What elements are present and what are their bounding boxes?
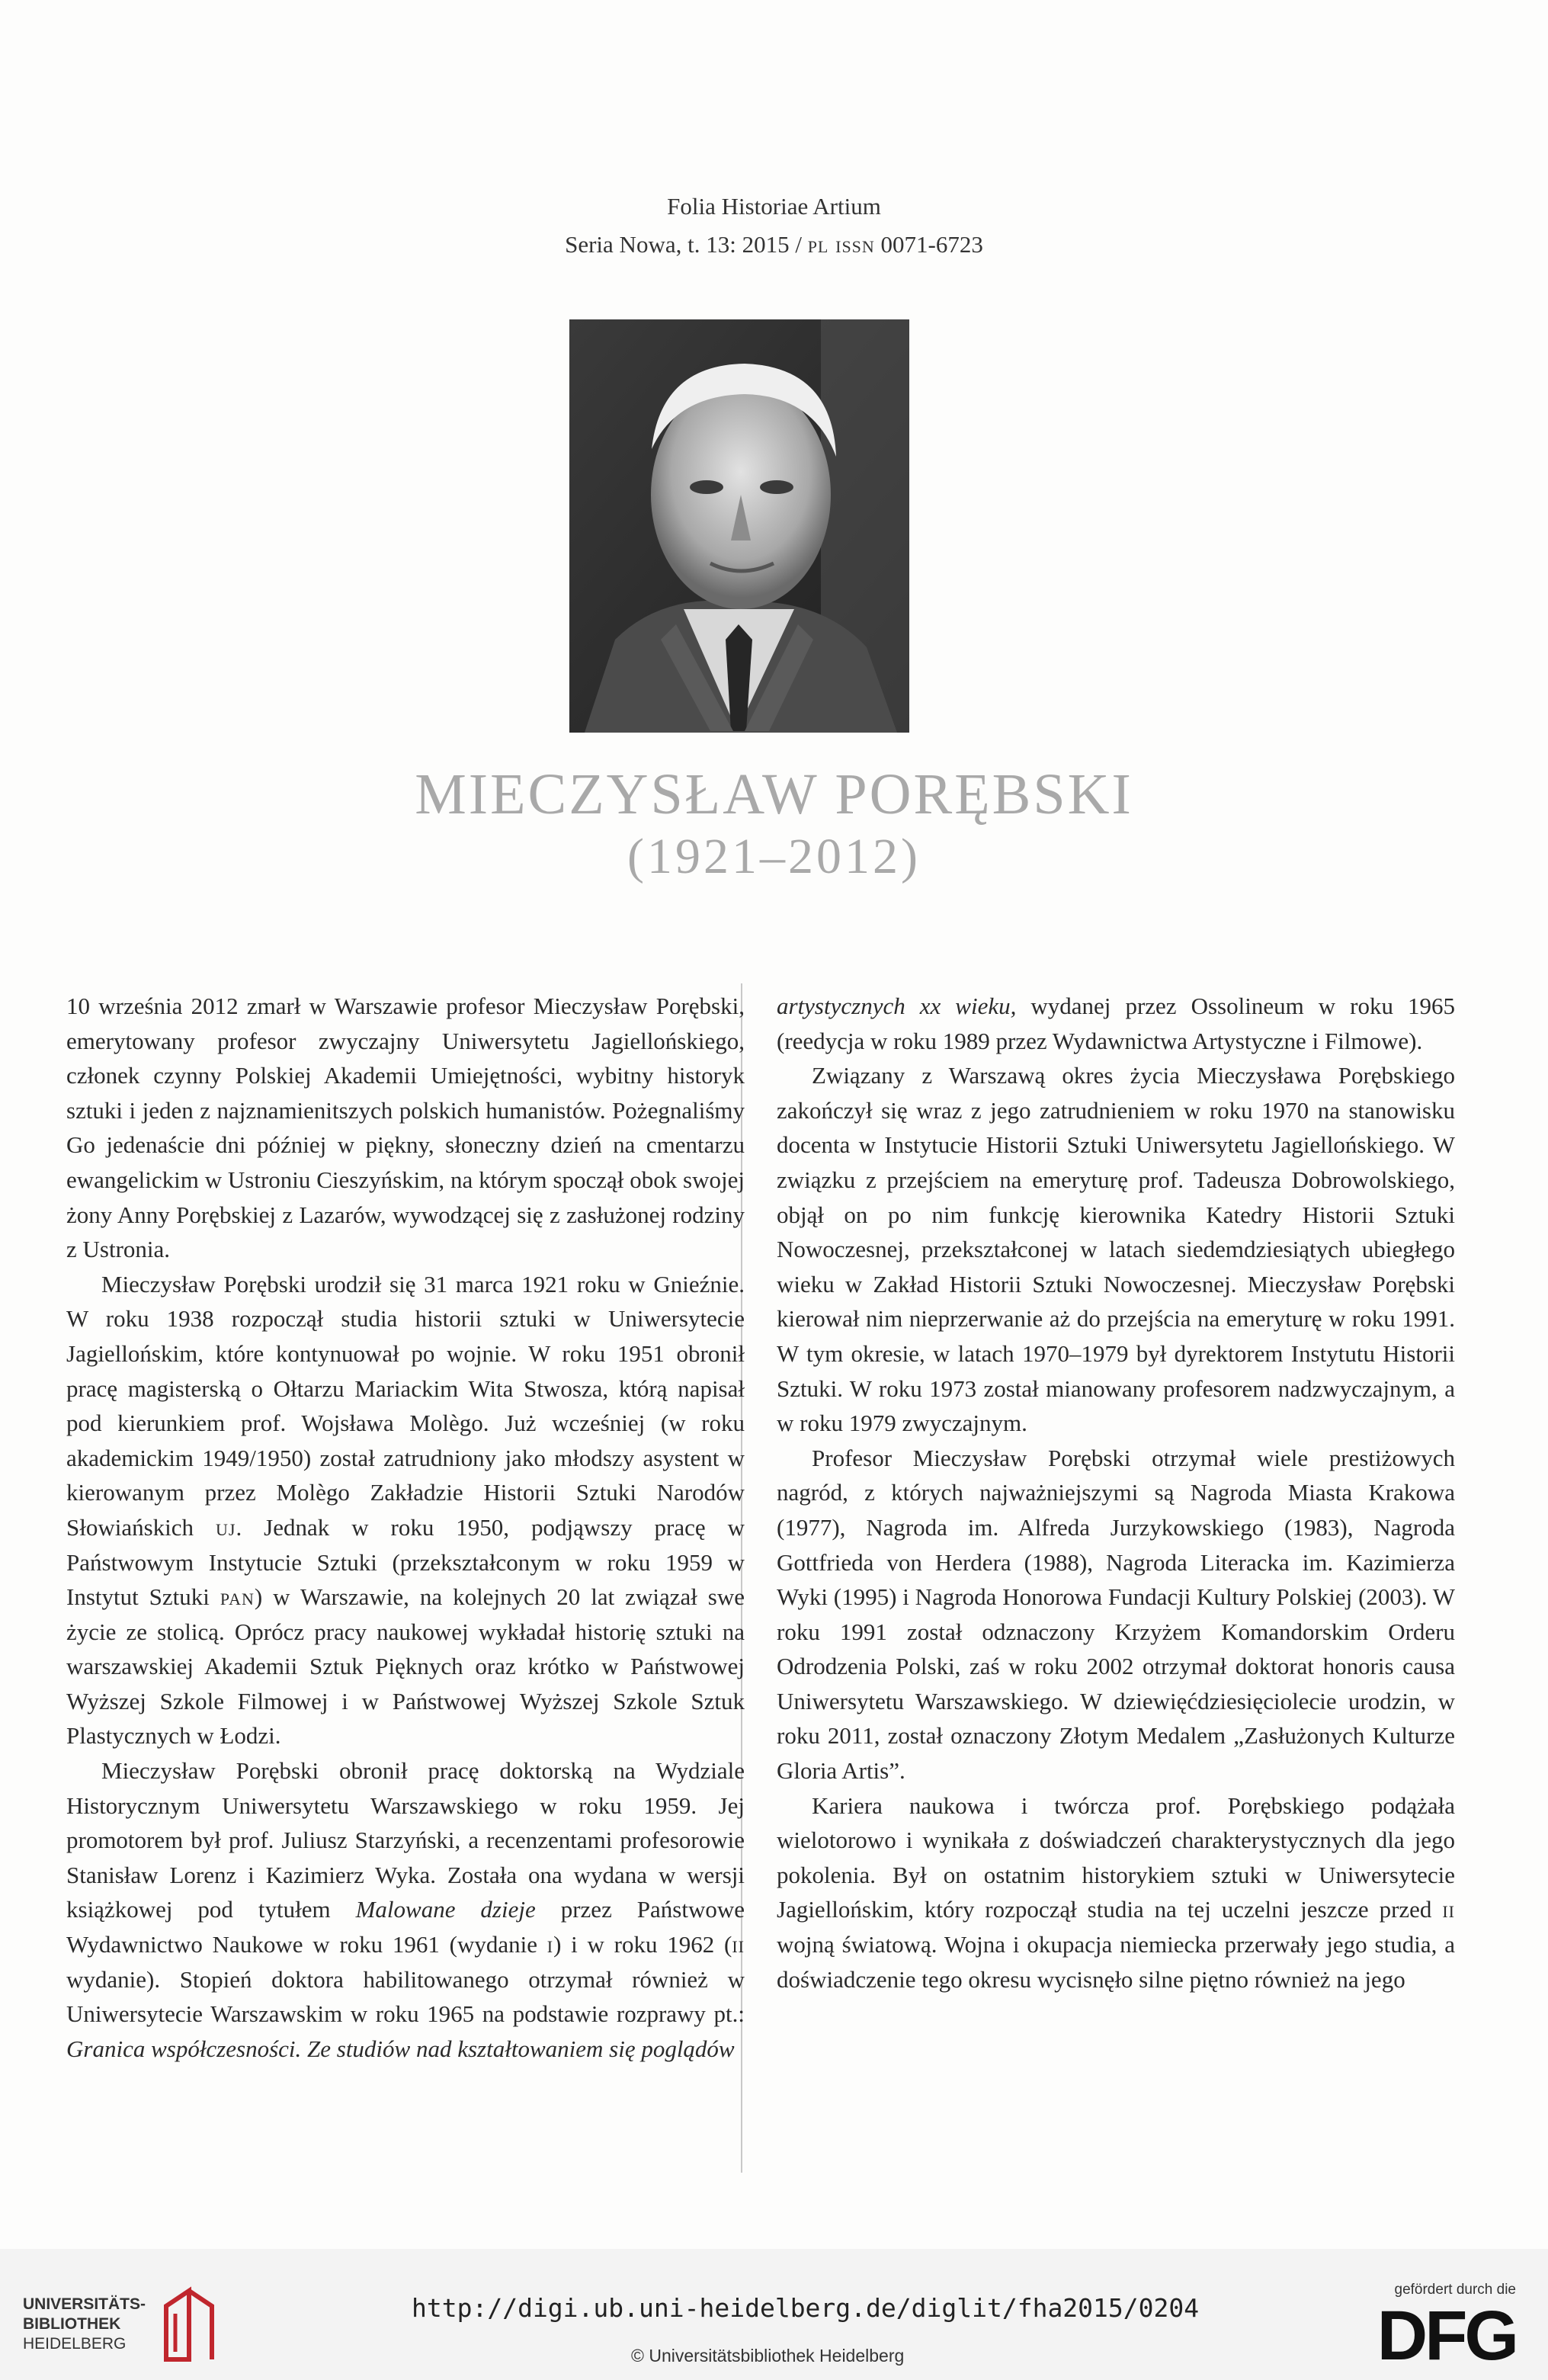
obituary-title bbox=[0, 762, 1548, 887]
journal-series: Seria Nowa, t. 13: 2015 / pl issn 0071-6723 bbox=[565, 231, 983, 258]
text-column-left bbox=[66, 989, 745, 2066]
portrait-illustration bbox=[569, 319, 909, 733]
ub-logo-icon bbox=[159, 2283, 216, 2367]
paragraph: Związany z Warszawą okres życia Mieczysława Porębskiego zakończył się wraz z jego zatrudnieniem w roku 1970 na stanowisku docenta w Instytucie Historii Sztuki Uniwersytetu Jagiellońskiego. W związku z przejściem na emeryturę prof. Tadeusza Dobrowolskiego, objął on po nim funkcję kierownika Katedry Historii Sztuki Nowoczesnej, przekształconej w latach siedemdziesiątych ubiegłego wieku w Zakład Historii Sztuki Nowoczesnej. Mieczysław Porębski kierował nim nieprzerwanie aż do przejścia na emeryturę w roku 1991. W tym okresie, w latach 1970–1979 był dyrektorem Instytutu Historii Sztuki. W roku 1973 został mianowany profesorem nadzwyczajnym, a w roku 1979 zwyczajnym. bbox=[777, 1062, 1455, 1437]
paragraph: 10 września 2012 zmarł w Warszawie profesor Mieczysław Porębski, emerytowany profesor zwyczajny Uniwersytetu Jagiellońskiego, członek czynny Polskiej Akademii Umiejętności, wybitny historyk sztuki i jeden z najznamienitszych polskich humanistów. Pożegnaliśmy Go jedenaście dni później w piękny, słoneczny dzień na cmentarzu ewangelickim w Ustroniu Cieszyńskim, na którym spoczął obok swojej żony Anny Porębskiej z Lazarów, wywodzącej się z zasłużonej rodziny z Ustronia. bbox=[66, 993, 745, 1263]
journal-title: Folia Historiae Artium bbox=[667, 193, 881, 220]
paragraph: Mieczysław Porębski urodził się 31 marca 1921 roku w Gnieźnie. W roku 1938 rozpoczął studia historii sztuki w Uniwersytecie Jagiellońskim, które kontynuował po wojnie. W roku 1951 obronił pracę magisterską o Ołtarzu Mariackim Wita Stwosza, którą napisał pod kierunkiem prof. Wojsława Molègo. Już wcześniej (w roku akademickim 1949/1950) został zatrudniony jako młodszy asystent w kierowanym przez Molègo Zakładzie Historii Sztuki Narodów Słowiańskich uj. Jednak w roku 1950, podjąwszy pracę w Państwowym Instytucie Sztuki (przekształconym w roku 1959 w Instytut Sztuki pan) w Warszawie, na kolejnych 20 lat związał swe życie ze stolicą. Oprócz pracy naukowej wykładał historię sztuki na warszawskiej Akademii Sztuk Pięknych oraz krótko w Państwowej Wyższej Szkole Filmowej i w Państwowej Wyższej Szkole Sztuk Plastycznych w Łodzi. bbox=[66, 1270, 745, 1750]
source-url-link[interactable]: http://digi.ub.uni-heidelberg.de/diglit/fha2015/0204 bbox=[412, 2293, 1200, 2323]
paragraph: Mieczysław Porębski obronił pracę doktorską na Wydziale Historycznym Uniwersytetu Warszawskiego w roku 1959. Jej promotorem był prof. Juliusz Starzyński, a recenzentami profesorowie Stanisław Lorenz i Kazimierz Wyka. Została ona wydana w wersji książkowej pod tytułem Malowane dzieje przez Państwowe Wydawnictwo Naukowe w roku 1961 (wydanie i) i w roku 1962 (ii wydanie). Stopień doktora habilitowanego otrzymał również w Uniwersytecie Warszawskim w roku 1965 na podstawie rozprawy pt.: Granica współczesności. Ze studiów nad kształtowaniem się poglądów bbox=[66, 1757, 745, 2062]
dfg-logo: DFG bbox=[1377, 2297, 1516, 2375]
portrait-photo bbox=[569, 319, 909, 733]
journal-header bbox=[0, 188, 1548, 264]
paragraph: Kariera naukowa i twórcza prof. Porębskiego podążała wielotorowo i wynikała z doświadczeń charakterystycznych dla jego pokolenia. Był on ostatnim historykiem sztuki w Uniwersytecie Jagiellońskim, który rozpoczął studia na tej uczelni jeszcze przed ii wojną światową. Wojna i okupacja niemiecka przerwały jego studia, a doświadczenie tego okresu wycisnęło silne piętno również na jego bbox=[777, 1791, 1455, 1993]
ub-logo-text: UNIVERSITÄTS- BIBLIOTHEK HEIDELBERG bbox=[23, 2295, 146, 2353]
issn-label: pl issn bbox=[807, 231, 875, 258]
person-name: MIECZYSŁAW PORĘBSKI bbox=[415, 762, 1133, 826]
copyright-notice: © Universitätsbibliothek Heidelberg bbox=[631, 2346, 905, 2366]
life-dates: (1921–2012) bbox=[627, 829, 921, 884]
dfg-caption: gefördert durch die bbox=[1394, 2282, 1516, 2298]
paragraph: artystycznych xx wieku, wydanej przez Ossolineum w roku 1965 (reedycja w roku 1989 przez Wydawnictwa Artystyczne i Filmowe). bbox=[777, 993, 1455, 1054]
paragraph: Profesor Mieczysław Porębski otrzymał wiele prestiżowych nagród, z których najważniejszymi są Nagroda Miasta Krakowa (1977), Nagroda im. Alfreda Jurzykowskiego (1983), Nagroda Gottfrieda von Herdera (1988), Nagroda Literacka im. Kazimierza Wyki (1995) i Nagroda Honorowa Fundacji Kultury Polskiej (2003). W roku 1991 został odznaczony Krzyżem Komandorskim Orderu Odrodzenia Polski, zaś w roku 2002 otrzymał doktorat honoris causa Uniwersytetu Warszawskiego. W dziewięćdziesięciolecie urodzin, w roku 2011, został oznaczony Złotym Medalem „Zasłużonych Kulturze Gloria Artis”. bbox=[777, 1444, 1455, 1785]
text-column-right bbox=[777, 989, 1455, 1997]
